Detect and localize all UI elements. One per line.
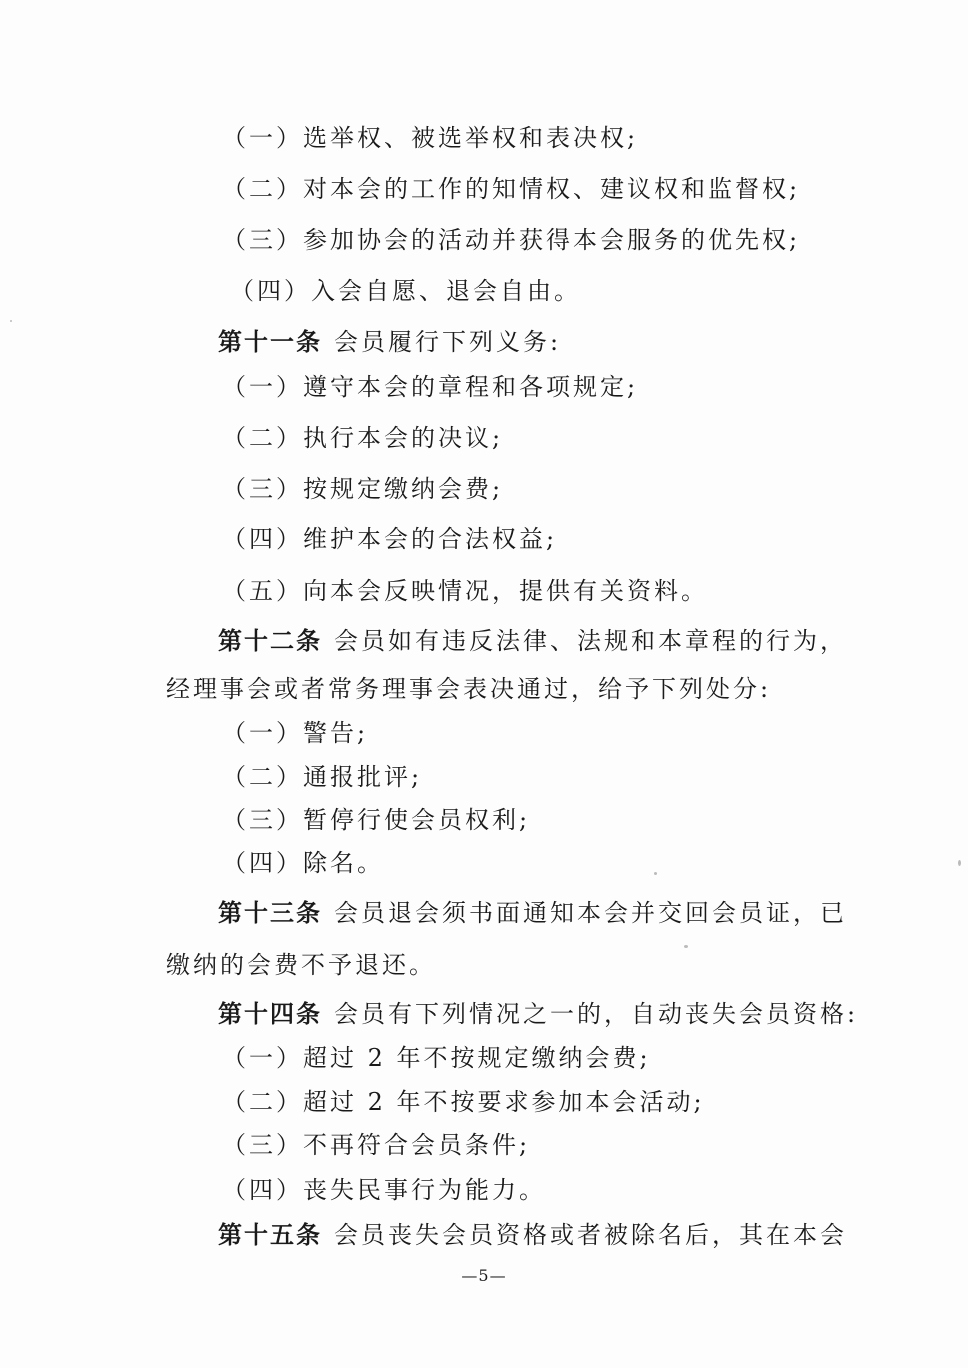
text-line: （二）超过 2 年不按要求参加本会活动; [222, 1088, 705, 1116]
scan-speck [958, 860, 961, 866]
text-line: （四）维护本会的合法权益; [222, 525, 558, 553]
scan-speck [654, 872, 657, 875]
text-line: （一）遵守本会的章程和各项规定; [222, 373, 639, 401]
article-line: 第十五条 会员丧失会员资格或者被除名后，其在本会 [218, 1221, 847, 1249]
scan-speck [684, 945, 688, 948]
article-heading: 第十二条 [218, 627, 322, 655]
text-line: （三）不再符合会员条件; [222, 1131, 531, 1159]
text-line: （四）丧失民事行为能力。 [222, 1176, 546, 1204]
text-line: （四）入会自愿、退会自由。 [230, 277, 581, 305]
text-line: （一）超过 2 年不按规定缴纳会费; [222, 1044, 651, 1072]
article-heading: 第十三条 [218, 899, 322, 927]
article-line: 第十二条 会员如有违反法律、法规和本章程的行为， [218, 627, 847, 655]
scan-speck [10, 320, 12, 322]
text-line: （五）向本会反映情况，提供有关资料。 [222, 577, 708, 605]
page-number: —5— [461, 1266, 507, 1285]
text-line: （二）执行本会的决议; [222, 424, 504, 452]
text-line: （三）按规定缴纳会费; [222, 475, 504, 503]
text-line: （二）对本会的工作的知情权、建议权和监督权; [222, 175, 801, 203]
article-heading: 第十五条 [218, 1221, 322, 1249]
article-heading: 第十四条 [218, 1000, 322, 1028]
text-line: 经理事会或者常务理事会表决通过，给予下列处分: [166, 675, 772, 703]
text-line: （一）选举权、被选举权和表决权; [222, 124, 639, 152]
text-line: （三）参加协会的活动并获得本会服务的优先权; [222, 226, 801, 254]
article-heading: 第十一条 [218, 328, 322, 356]
article-line: 第十四条 会员有下列情况之一的，自动丧失会员资格: [218, 1000, 859, 1028]
article-line: 第十一条 会员履行下列义务: [218, 328, 562, 356]
text-line: 缴纳的会费不予退还。 [166, 951, 436, 979]
text-line: （四）除名。 [222, 849, 384, 877]
text-line: （二）通报批评; [222, 763, 423, 791]
text-line: （一）警告; [222, 719, 369, 747]
article-line: 第十三条 会员退会须书面通知本会并交回会员证，已 [218, 899, 847, 927]
text-line: （三）暂停行使会员权利; [222, 806, 531, 834]
